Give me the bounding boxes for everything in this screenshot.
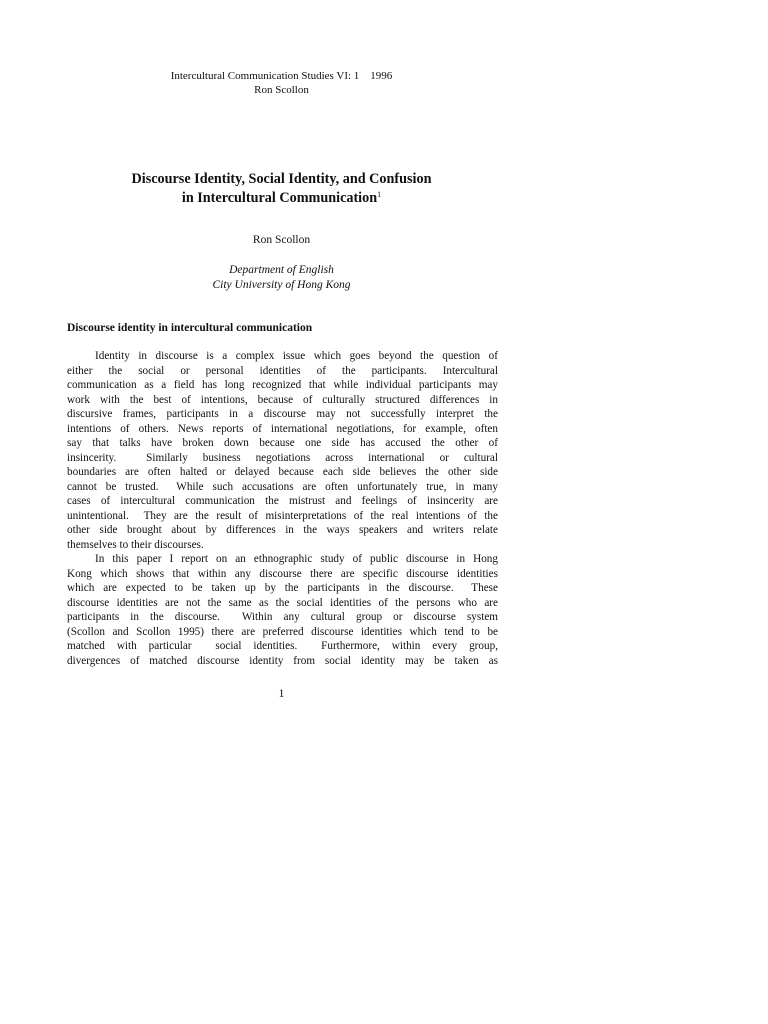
text-line: intentions of others. News reports of international negotiations, for example, often (67, 422, 498, 435)
page-number: 1 (278, 688, 285, 700)
title-line-2-text: in Intercultural Communication (181, 189, 378, 206)
text-line: matched with particular social identities. Furthermore, within every group, (67, 640, 498, 652)
text-line: (Scollon and Scollon 1995) there are preferred discourse identities which tend to be (67, 625, 498, 638)
body-text (67, 349, 498, 668)
paragraph-1 (67, 349, 498, 552)
journal-citation: Intercultural Communication Studies VI: 1 1996 (170, 70, 393, 82)
text-line: In this paper I report on an ethnographic study of public discourse in Hong (95, 553, 498, 565)
text-line: other side brought about by differences in the ways speakers and writers relate (67, 524, 498, 536)
header-author: Ron Scollon (254, 84, 309, 96)
author-affiliation (0, 263, 563, 292)
author-name: Ron Scollon (252, 234, 311, 246)
running-header (0, 69, 563, 97)
text-line: Kong which shows that within any discourse there are specific discourse identities (67, 567, 498, 580)
text-line: discourse identities are not the same as the social identities of the persons who are (67, 596, 498, 609)
text-line: themselves to their discourses. (67, 538, 204, 551)
text-line: unintentional. They are the result of misinterpretations of the real intentions of the (67, 509, 498, 522)
title-line-1: Discourse Identity, Social Identity, and Confusion (131, 171, 432, 187)
text-line: insincerity. Similarly business negotiations across international or cultural (67, 451, 498, 464)
text-line: either the social or personal identities of the participants. Intercultural (67, 364, 498, 377)
text-line: cases of intercultural communication the mistrust and feelings of insincerity are (67, 495, 498, 507)
text-line: divergences of matched discourse identity from social identity may be taken as (67, 654, 498, 667)
text-line: communication as a field has long recognized that while individual participants may (67, 379, 498, 391)
text-line: cannot be trusted. While such accusations are often unfortunately true, in many (67, 480, 498, 493)
text-line: boundaries are often halted or delayed because each side believes the other side (67, 466, 498, 478)
text-line: participants in the discourse. Within any cultural group or discourse system (67, 611, 498, 623)
text-line: discursive frames, participants in a discourse may not successfully interpret the (67, 408, 498, 420)
text-line: work with the best of intentions, because of culturally structured differences in (67, 393, 498, 406)
title-line-2 (0, 189, 563, 208)
text-line: Identity in discourse is a complex issue which goes beyond the question of (95, 350, 498, 362)
footnote-marker[interactable]: 1 (377, 189, 382, 199)
paper-title (0, 170, 563, 207)
text-line: which are expected to be taken up by the participants in the discourse. These (67, 582, 498, 594)
text-line: say that talks have broken down because one side has accused the other of (67, 437, 498, 449)
institution: City University of Hong Kong (212, 278, 351, 291)
paragraph-2 (67, 552, 498, 668)
department: Department of English (229, 264, 334, 276)
section-heading: Discourse identity in intercultural communication (67, 322, 313, 334)
